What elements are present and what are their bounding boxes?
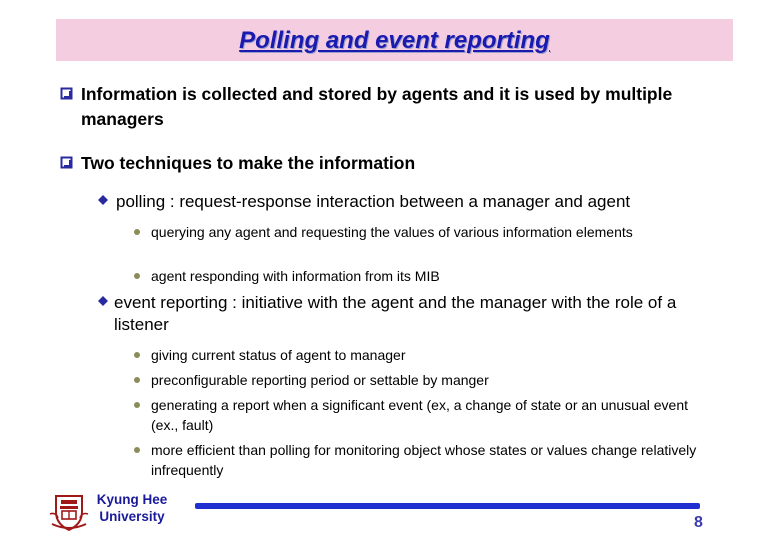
university-emblem-icon — [48, 490, 90, 532]
list-item-text: preconfigurable reporting period or settable by manger — [151, 372, 489, 388]
dot-bullet-icon — [134, 377, 140, 383]
checkbox-bullet-icon — [60, 156, 73, 169]
slide-title: Polling and event reporting — [239, 27, 550, 54]
list-item-text: giving current status of agent to manager — [151, 347, 406, 363]
diamond-bullet-icon — [98, 195, 108, 205]
list-item-text: generating a report when a significant event (ex, a change of state or an unusual event (ex., fault) — [151, 397, 689, 433]
list-item-text: agent responding with information from its MIB — [151, 268, 440, 284]
dot-bullet-icon — [134, 402, 140, 408]
list-item-text: querying any agent and requesting the values of various information elements — [151, 224, 633, 240]
dot-bullet-icon — [134, 352, 140, 358]
checkbox-bullet-icon — [60, 87, 73, 100]
university-name-line1: Kyung Hee — [96, 492, 168, 507]
diamond-bullet-icon — [98, 296, 108, 306]
bullet-text: Two techniques to make the information — [81, 153, 416, 173]
dot-bullet-icon — [134, 229, 140, 235]
sub-bullet-text: event reporting : initiative with the agent and the manager with the role of a listener — [114, 293, 677, 334]
bullet-text: Information is collected and stored by agents and it is used by multiple managers — [81, 84, 673, 129]
dot-bullet-icon — [134, 273, 140, 279]
title-banner — [56, 19, 733, 61]
page-number: 8 — [694, 514, 703, 531]
university-name — [95, 491, 169, 525]
sub-bullet-text: polling : request-response interaction between a manager and agent — [116, 192, 631, 211]
footer-divider — [195, 503, 700, 509]
university-name-line2: University — [99, 509, 165, 524]
list-item-text: more efficient than polling for monitoring object whose states or values change relatively infrequently — [151, 442, 697, 478]
dot-bullet-icon — [134, 447, 140, 453]
